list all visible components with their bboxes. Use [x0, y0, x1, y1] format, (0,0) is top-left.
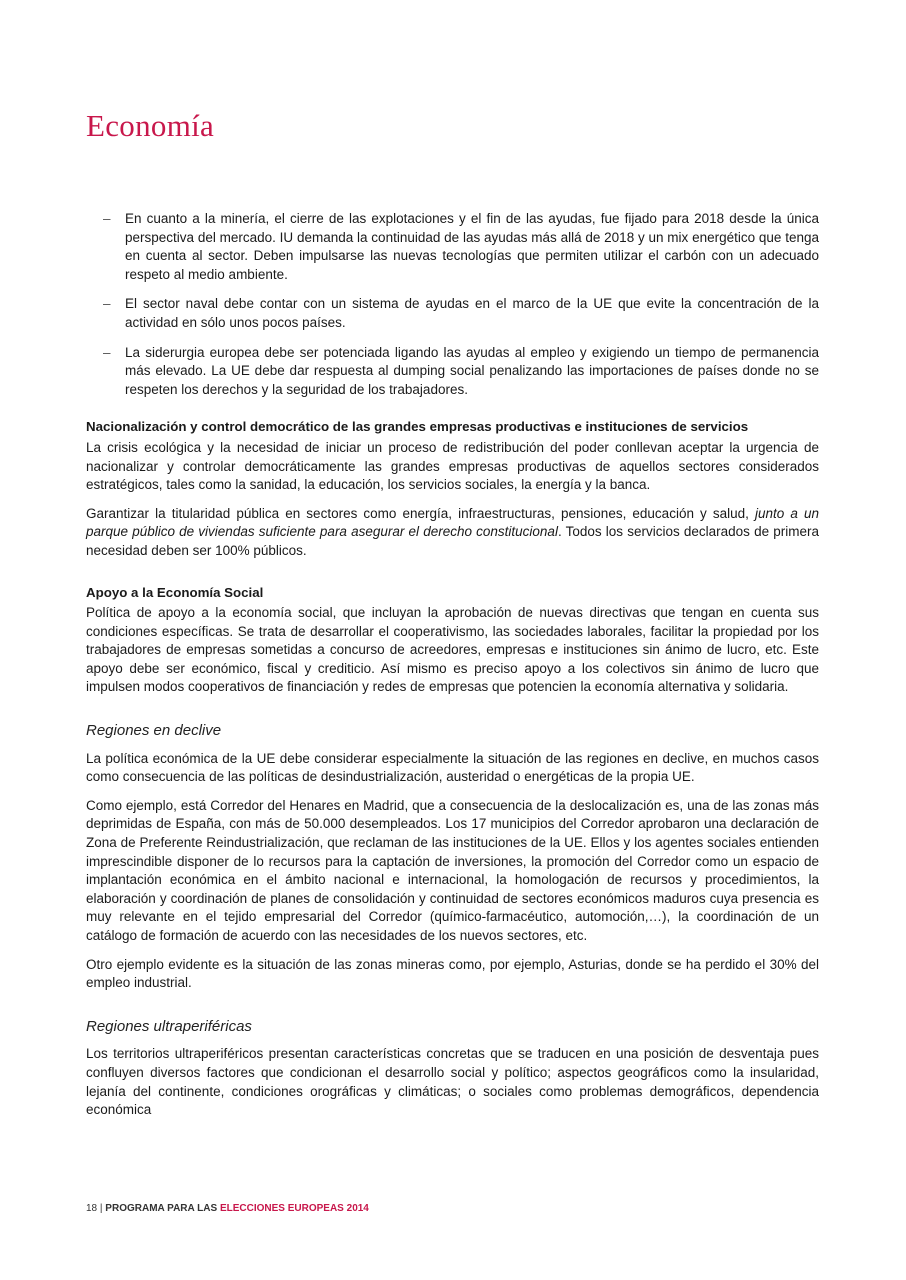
page-footer — [86, 1203, 369, 1214]
paragraph: Como ejemplo, está Corredor del Henares en Madrid, que a consecuencia de la deslocalización es, una de las zonas más deprimidas de España, con más de 50.000 desempleados. Los 17 municipios del Corredor aprobaron una declaración de Zona de Preferente Reindustrialización, que reclaman de las instituciones de la UE. Ellos y los agentes sociales entienden imprescindible disponer de lo recursos para la captación de inversiones, la promoción del Corredor como un espacio de implantación económica en el ámbito nacional e internacional, la homologación de recursos y procedimientos, la elaboración y coordinación de planes de consolidación y continuidad de sectores económicos maduros cuya presencia es muy relevante en el tejido empresarial del Corredor (químico-farmacéutico, automoción,…), la coordinación de un catálogo de formación de acuerdo con las necesidades de los nuevos sectores, etc. — [86, 797, 819, 943]
footer-highlight: ELECCIONES EUROPEAS 2014 — [219, 1203, 369, 1214]
paragraph: La política económica de la UE debe considerar especialmente la situación de las regiones en declive, en muchos casos como consecuencia de las políticas de desindustrialización, austeridad o energéticas de la propia UE. — [86, 750, 819, 785]
footer-separator: | — [99, 1203, 103, 1214]
bullet-text-naval: El sector naval debe contar con un sistema de ayudas en el marco de la UE que evite la concentración de la actividad en sólo unos pocos países. — [125, 296, 819, 330]
page-number: 18 — [86, 1203, 98, 1214]
dash-bullet-icon: – — [103, 211, 111, 226]
section-regiones-declive — [86, 722, 819, 993]
section-economia-social — [86, 584, 819, 698]
paragraph-text: Garantizar la titularidad pública en sectores como energía, infraestructuras, pensiones, educación y salud, — [86, 505, 756, 521]
italic-emphasis: junto a un parque público de viviendas suficiente para asegurar el derecho constitucional — [86, 505, 819, 540]
page-content — [86, 210, 819, 1130]
footer-text: PROGRAMA PARA LAS — [105, 1203, 218, 1214]
paragraph: Otro ejemplo evidente es la situación de las zonas mineras como, por ejemplo, Asturias, donde se ha perdido el 30% del empleo industrial. — [86, 956, 819, 991]
page-title: Economía — [86, 108, 215, 143]
section-heading: Regiones en declive — [86, 722, 222, 740]
paragraph: Política de apoyo a la economía social, que incluyan la aprobación de nuevas directivas que tengan en cuenta sus condiciones específicas. Se trata de desarrollar el cooperativismo, las sociedades laborales, facilitar la propiedad por los trabajadores de empresas sometidas a concurso de acreedores, empresas e instituciones sin ánimo de lucro, etc. Este apoyo debe ser económico, fiscal y crediticio. Así mismo es preciso apoyo a los colectivos sin ánimo de lucro que impulsen modos cooperativos de financiación y redes de empresas que potencien la economía alternativa y solidaria. — [86, 605, 819, 695]
section-heading: Regiones ultraperiféricas — [86, 1017, 252, 1035]
list-item — [86, 295, 819, 332]
section-heading: Nacionalización y control democrático de las grandes empresas productivas e instituciones de servicios — [86, 419, 749, 435]
dash-bullet-icon: – — [103, 344, 111, 360]
section-regiones-ultraperifericas — [86, 1018, 819, 1120]
bullet-text-siderurgia: La siderurgia europea debe ser potenciada ligando las ayudas al empleo y exigiendo un tiempo de permanencia más elevado. La UE debe dar respuesta al dumping social penalizando las importaciones de países donde no se respeten los derechos y la seguridad de los trabajadores. — [125, 344, 819, 397]
bullet-text-mineria: En cuanto a la minería, el cierre de las explotaciones y el fin de las ayudas, fue fijado para 2018 desde la única perspectiva del mercado. IU demanda la continuidad de las ayudas más allá de 2018 y un mix energético que tenga en cuenta al sector. Deben impulsarse las nuevas tecnologías que permiten utilizar el carbón con un adecuado respeto al medio ambiente. — [125, 211, 819, 282]
list-item — [86, 210, 819, 284]
dash-bullet-icon: – — [103, 296, 111, 312]
paragraph — [86, 505, 819, 561]
paragraph: La crisis ecológica y la necesidad de iniciar un proceso de redistribución del poder conllevan aceptar la urgencia de nacionalizar y controlar democráticamente las grandes empresas productivas de aquellos sectores considerados estratégicos, tales como la sanidad, la educación, los servicios sociales, la energía y la banca. — [86, 439, 819, 493]
section-heading: Apoyo a la Economía Social — [86, 584, 264, 600]
section-nacionalizacion — [86, 418, 819, 560]
paragraph: Los territorios ultraperiféricos presentan características concretas que se traducen en una posición de desventaja pues confluyen diversos factores que condicionan el desarrollo social y político; aspectos geográficos como la insularidad, lejanía del continente, condiciones orográficas y climáticas; o sociales como problemas demográficos, dependencia económica — [86, 1046, 819, 1118]
paragraph-text: . Todos los servicios declarados de primera necesidad deben ser 100% públicos. — [86, 524, 820, 558]
list-item — [86, 344, 819, 400]
bullet-list — [86, 210, 819, 399]
